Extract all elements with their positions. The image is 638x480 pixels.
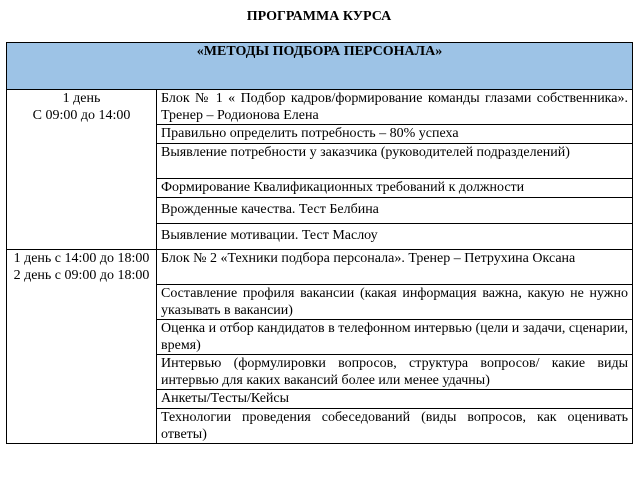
course-header-row [7, 43, 633, 90]
table-row [7, 90, 633, 125]
day-1-label: 1 день [62, 91, 101, 106]
topic-item: Анкеты/Тесты/Кейсы [157, 390, 633, 409]
day-2-schedule [7, 250, 157, 444]
document-title: ПРОГРАММА КУРСА [246, 9, 392, 24]
topic-item: Интервью (формулировки вопросов, структура вопросов/ какие виды интервью для каких вакансий более или менее удачны) [157, 355, 633, 390]
topic-item: Выявление мотивации. Тест Маслоу [157, 224, 633, 250]
topic-item: Оценка и отбор кандидатов в телефонном интервью (цели и задачи, сценарии, время) [157, 320, 633, 355]
course-program-table [6, 42, 633, 444]
topic-item: Правильно определить потребность – 80% успеха [157, 125, 633, 144]
day-2-first-session: 1 день с 14:00 до 18:00 [13, 251, 150, 266]
table-row [7, 250, 633, 285]
day-1-time: С 09:00 до 14:00 [32, 108, 131, 123]
topic-item: Формирование Квалификационных требований к должности [157, 179, 633, 198]
block-1-title: Блок № 1 « Подбор кадров/формирование команды глазами собственника». Тренер – Родионова Елена [157, 90, 633, 125]
topic-item: Технологии проведения собеседований (виды вопросов, как оценивать ответы) [157, 409, 633, 444]
topic-item: Выявление потребности у заказчика (руководителей подразделений) [157, 144, 633, 179]
block-2-title: Блок № 2 «Техники подбора персонала». Тренер – Петрухина Оксана [157, 250, 633, 285]
topic-item: Врожденные качества. Тест Белбина [157, 198, 633, 224]
day-1-schedule [7, 90, 157, 250]
day-2-second-session: 2 день с 09:00 до 18:00 [13, 268, 150, 283]
topic-item: Составление профиля вакансии (какая информация важна, какую не нужно указывать в вакансии) [157, 285, 633, 320]
course-name: «МЕТОДЫ ПОДБОРА ПЕРСОНАЛА» [7, 43, 633, 90]
